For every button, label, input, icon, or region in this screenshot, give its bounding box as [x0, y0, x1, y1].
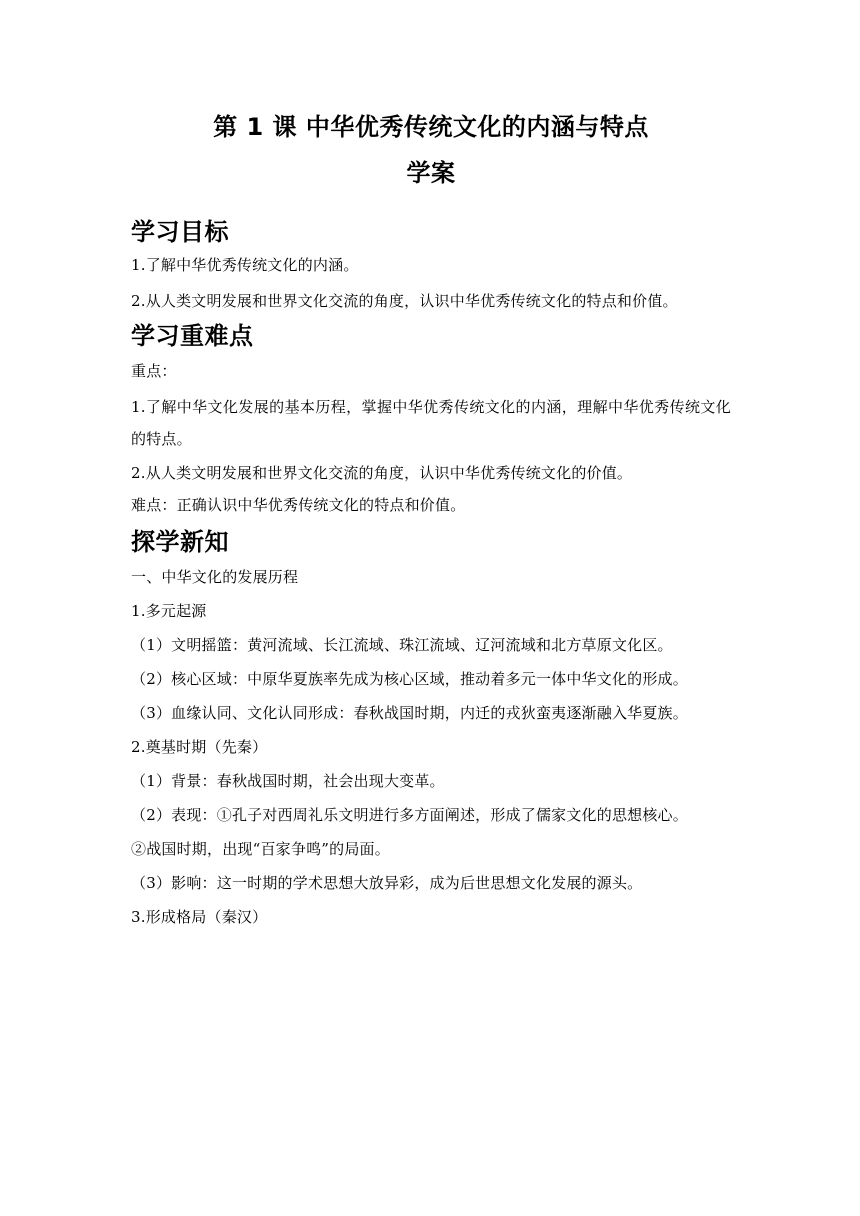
sub1-item-2: （2）核心区域：中原华夏族率先成为核心区域，推动着多元一体中华文化的形成。 [131, 670, 688, 688]
focus-item-2: 2.从人类文明发展和世界文化交流的角度，认识中华优秀传统文化的价值。 [131, 464, 633, 482]
sub1-title: 1.多元起源 [131, 602, 207, 620]
document-title: 第 1 课 中华优秀传统文化的内涵与特点 [213, 113, 649, 141]
document-subtitle: 学案 [406, 159, 456, 187]
sub2-title: 2.奠基时期（先秦） [131, 738, 268, 756]
difficulty-text: 难点：正确认识中华优秀传统文化的特点和价值。 [131, 496, 466, 514]
document-page [131, 0, 731, 933]
goal-item-1: 1.了解中华优秀传统文化的内涵。 [131, 256, 359, 274]
focus-item-1: 1.了解中华文化发展的基本历程，掌握中华优秀传统文化的内涵，理解中华优秀传统文化的特点。 [131, 398, 731, 448]
sub2-item-3: ②战国时期，出现“百家争鸣”的局面。 [131, 840, 390, 858]
sub3-title: 3.形成格局（秦汉） [131, 908, 268, 926]
sub1-item-1: （1）文明摇篮：黄河流域、长江流域、珠江流域、辽河流域和北方草原文化区。 [131, 636, 673, 654]
section-heading-new-knowledge: 探学新知 [131, 528, 229, 556]
sub1-item-3: （3）血缘认同、文化认同形成：春秋战国时期，内迁的戎狄蛮夷逐渐融入华夏族。 [131, 704, 688, 722]
focus-label: 重点： [131, 362, 177, 380]
sub2-item-1: （1）背景：春秋战国时期，社会出现大变革。 [131, 772, 445, 790]
section-heading-goals: 学习目标 [131, 218, 229, 246]
part1-title: 一、中华文化的发展历程 [131, 568, 299, 586]
sub2-item-4: （3）影响：这一时期的学术思想大放异彩，成为后世思想文化发展的源头。 [131, 874, 643, 892]
section-heading-key-points: 学习重难点 [131, 322, 254, 350]
sub2-item-2: （2）表现：①孔子对西周礼乐文明进行多方面阐述，形成了儒家文化的思想核心。 [131, 806, 688, 824]
goal-item-2: 2.从人类文明发展和世界文化交流的角度，认识中华优秀传统文化的特点和价值。 [131, 292, 678, 310]
